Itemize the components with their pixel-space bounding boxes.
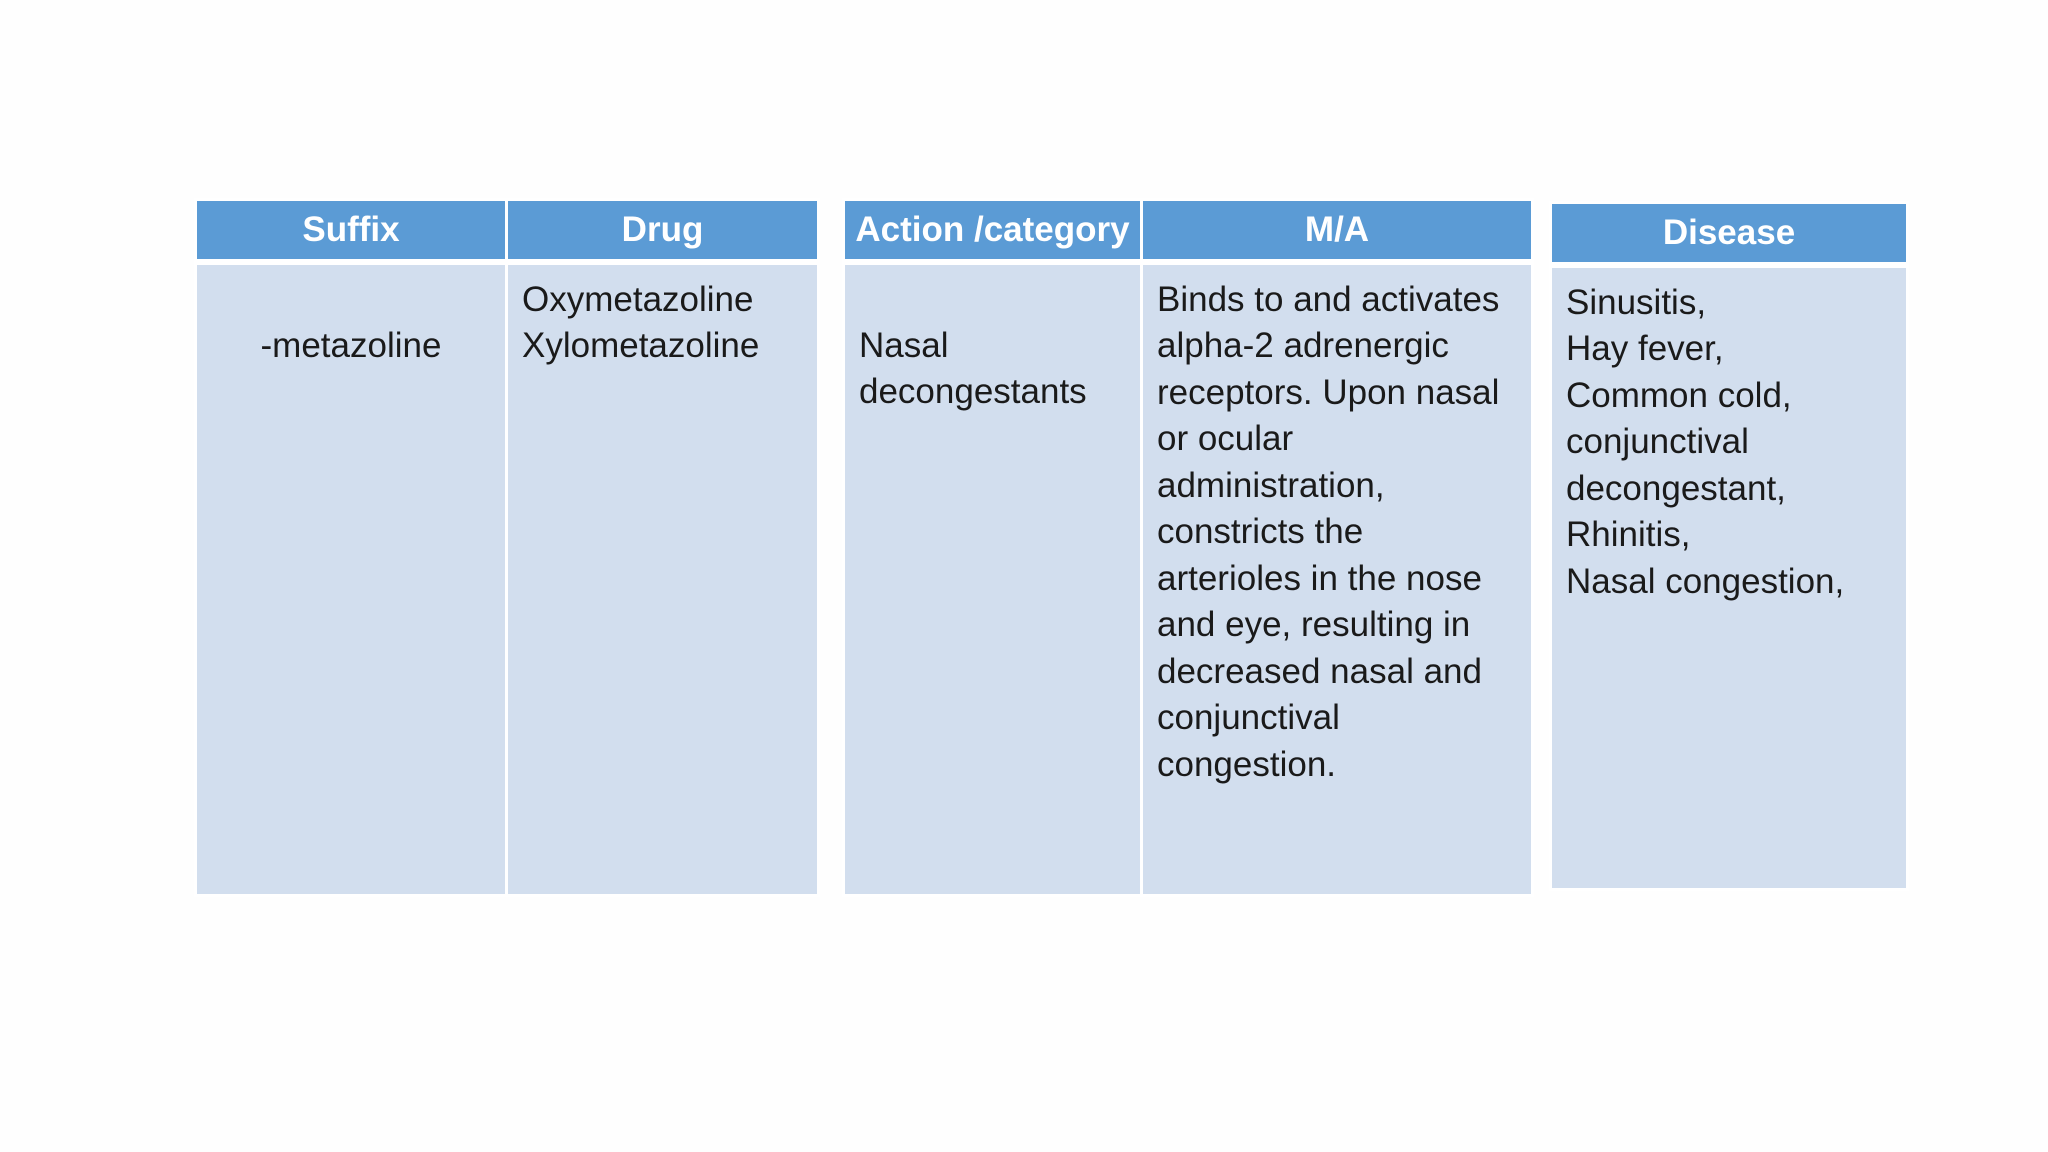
disease-item: decongestant,: [1566, 468, 1786, 508]
action-line: decongestants: [859, 372, 1087, 411]
disease-item: Rhinitis,: [1566, 515, 1691, 554]
cell-disease: [1551, 265, 1908, 890]
drug-item: Oxymetazoline: [522, 279, 754, 319]
mechanism-line: administration,: [1157, 465, 1385, 505]
mechanism-line: or ocular: [1157, 419, 1294, 458]
disease-item: conjunctival: [1566, 422, 1749, 461]
disease-item: Sinusitis,: [1566, 282, 1707, 322]
header-suffix: Suffix: [196, 200, 507, 262]
cell-drug: [507, 262, 819, 896]
mechanism-line: congestion.: [1157, 744, 1337, 784]
mechanism-line: constricts the: [1157, 512, 1364, 551]
mechanism-line: conjunctival: [1157, 698, 1340, 737]
disease-table: [1549, 201, 1909, 891]
header-drug: Drug: [507, 200, 819, 262]
mechanism-line: arterioles in the nose: [1157, 558, 1482, 598]
mechanism-line: receptors. Upon nasal: [1157, 372, 1500, 412]
header-disease: Disease: [1551, 203, 1908, 265]
drug-item: Xylometazoline: [522, 326, 760, 365]
cell-action: [844, 262, 1142, 896]
mechanism-line: alpha-2 adrenergic: [1157, 326, 1449, 365]
action-mechanism-table: [842, 198, 1534, 897]
mechanism-line: Binds to and activates: [1157, 279, 1500, 319]
header-action-category: Action /category: [844, 200, 1142, 262]
disease-item: Hay fever,: [1566, 329, 1724, 368]
disease-item: Common cold,: [1566, 375, 1792, 415]
suffix-value: -metazoline: [260, 325, 442, 365]
cell-mechanism: [1142, 262, 1533, 896]
header-ma: M/A: [1142, 200, 1533, 262]
cell-suffix: [196, 262, 507, 896]
action-line: Nasal: [859, 325, 949, 365]
mechanism-line: and eye, resulting in: [1157, 605, 1471, 644]
mechanism-line: decreased nasal and: [1157, 651, 1482, 691]
suffix-drug-table: [194, 198, 820, 897]
disease-item: Nasal congestion,: [1566, 561, 1845, 601]
